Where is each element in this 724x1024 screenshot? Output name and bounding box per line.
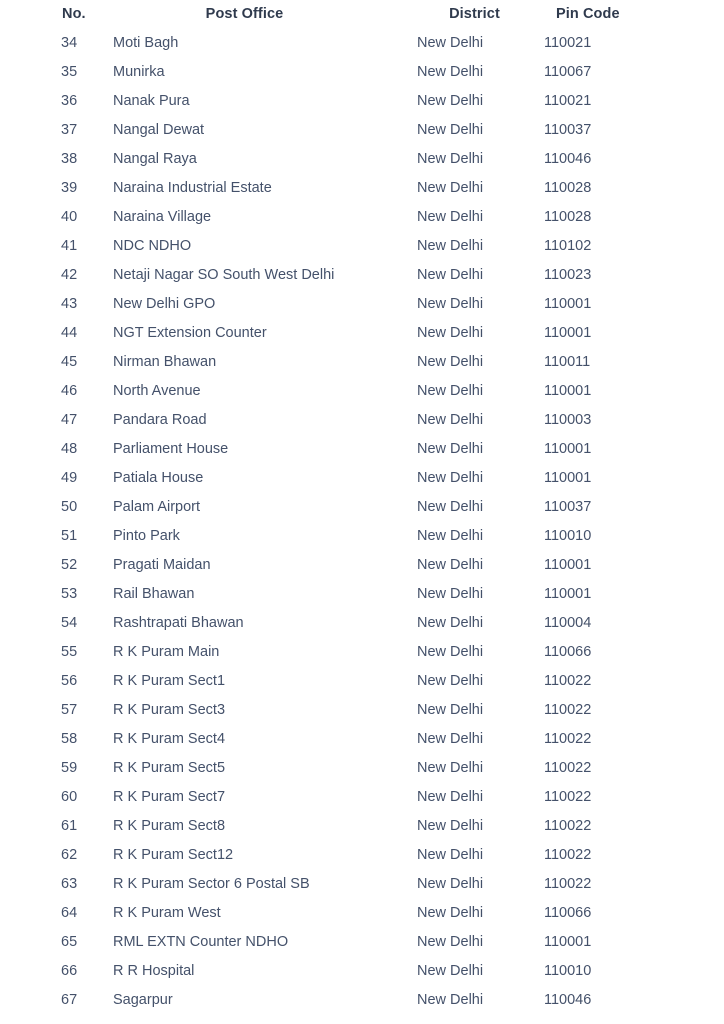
cell-pin-code: 110022 [544, 789, 592, 805]
cell-no: 35 [61, 64, 78, 80]
table-row [0, 812, 724, 841]
cell-pin-code: 110067 [544, 64, 592, 80]
cell-no: 59 [61, 760, 78, 776]
cell-no: 45 [61, 354, 78, 370]
cell-post-office: Patiala House [113, 470, 204, 486]
cell-post-office: Nangal Dewat [113, 122, 205, 138]
cell-post-office: R K Puram Sect3 [113, 702, 226, 718]
cell-pin-code: 110102 [544, 238, 592, 254]
table-row [0, 464, 724, 493]
cell-district: New Delhi [417, 847, 484, 863]
cell-no: 34 [61, 35, 78, 51]
cell-post-office: Naraina Industrial Estate [113, 180, 272, 196]
cell-post-office: R R Hospital [113, 963, 195, 979]
cell-post-office: Naraina Village [113, 209, 212, 225]
cell-district: New Delhi [417, 441, 484, 457]
cell-district: New Delhi [417, 818, 484, 834]
table-row [0, 667, 724, 696]
cell-no: 41 [61, 238, 78, 254]
column-header-pin-code: Pin Code [556, 6, 620, 22]
cell-pin-code: 110066 [544, 905, 592, 921]
cell-pin-code: 110022 [544, 702, 592, 718]
cell-no: 36 [61, 93, 78, 109]
table-row [0, 870, 724, 899]
cell-post-office: Pragati Maidan [113, 557, 211, 573]
table-header-row [0, 0, 724, 29]
cell-pin-code: 110022 [544, 876, 592, 892]
cell-post-office: R K Puram Sector 6 Postal SB [113, 876, 310, 892]
cell-no: 53 [61, 586, 78, 602]
cell-pin-code: 110010 [544, 963, 592, 979]
cell-no: 44 [61, 325, 78, 341]
column-header-no: No. [62, 6, 86, 22]
table-row [0, 522, 724, 551]
table-row [0, 754, 724, 783]
table-row [0, 986, 724, 1015]
cell-district: New Delhi [417, 731, 484, 747]
cell-post-office: Palam Airport [113, 499, 201, 515]
cell-pin-code: 110001 [544, 586, 592, 602]
cell-no: 49 [61, 470, 78, 486]
cell-district: New Delhi [417, 238, 484, 254]
table-row [0, 348, 724, 377]
cell-pin-code: 110022 [544, 673, 592, 689]
cell-no: 48 [61, 441, 78, 457]
cell-district: New Delhi [417, 354, 484, 370]
cell-pin-code: 110023 [544, 267, 592, 283]
cell-district: New Delhi [417, 209, 484, 225]
cell-pin-code: 110022 [544, 847, 592, 863]
cell-no: 54 [61, 615, 78, 631]
table-row [0, 580, 724, 609]
table-row [0, 290, 724, 319]
cell-pin-code: 110001 [544, 557, 592, 573]
cell-no: 47 [61, 412, 78, 428]
cell-pin-code: 110001 [544, 934, 592, 950]
cell-district: New Delhi [417, 296, 484, 312]
cell-pin-code: 110037 [544, 499, 592, 515]
table-row [0, 783, 724, 812]
table-row [0, 58, 724, 87]
cell-district: New Delhi [417, 615, 484, 631]
cell-no: 55 [61, 644, 78, 660]
cell-post-office: Munirka [113, 64, 165, 80]
cell-pin-code: 110022 [544, 731, 592, 747]
cell-no: 60 [61, 789, 78, 805]
cell-pin-code: 110001 [544, 441, 592, 457]
cell-pin-code: 110001 [544, 470, 592, 486]
cell-pin-code: 110028 [544, 180, 592, 196]
cell-district: New Delhi [417, 963, 484, 979]
cell-pin-code: 110046 [544, 992, 592, 1008]
cell-no: 50 [61, 499, 78, 515]
cell-post-office: R K Puram Sect12 [113, 847, 234, 863]
cell-district: New Delhi [417, 383, 484, 399]
cell-post-office: Sagarpur [113, 992, 173, 1008]
table-row [0, 493, 724, 522]
cell-district: New Delhi [417, 876, 484, 892]
table-row [0, 87, 724, 116]
cell-pin-code: 110011 [544, 354, 591, 370]
cell-post-office: R K Puram West [113, 905, 221, 921]
cell-pin-code: 110001 [544, 296, 592, 312]
table-row [0, 957, 724, 986]
table-row [0, 29, 724, 58]
cell-no: 62 [61, 847, 78, 863]
table-row [0, 638, 724, 667]
cell-no: 57 [61, 702, 78, 718]
cell-post-office: R K Puram Main [113, 644, 220, 660]
table-row [0, 319, 724, 348]
cell-district: New Delhi [417, 586, 484, 602]
cell-district: New Delhi [417, 499, 484, 515]
table-row [0, 551, 724, 580]
cell-pin-code: 110003 [544, 412, 592, 428]
cell-post-office: R K Puram Sect7 [113, 789, 226, 805]
cell-district: New Delhi [417, 528, 484, 544]
cell-district: New Delhi [417, 934, 484, 950]
cell-post-office: Moti Bagh [113, 35, 179, 51]
cell-post-office: R K Puram Sect8 [113, 818, 226, 834]
table-row [0, 928, 724, 957]
cell-pin-code: 110021 [544, 35, 592, 51]
column-header-district: District [449, 6, 500, 22]
cell-post-office: Parliament House [113, 441, 229, 457]
cell-district: New Delhi [417, 702, 484, 718]
cell-pin-code: 110022 [544, 760, 592, 776]
cell-post-office: R K Puram Sect4 [113, 731, 226, 747]
cell-district: New Delhi [417, 151, 484, 167]
cell-no: 40 [61, 209, 78, 225]
table-row [0, 261, 724, 290]
cell-district: New Delhi [417, 789, 484, 805]
table-header [0, 0, 724, 29]
table-row [0, 232, 724, 261]
cell-post-office: NDC NDHO [113, 238, 192, 254]
cell-pin-code: 110001 [544, 383, 592, 399]
cell-no: 61 [61, 818, 78, 834]
cell-pin-code: 110022 [544, 818, 592, 834]
table-row [0, 377, 724, 406]
cell-district: New Delhi [417, 673, 484, 689]
cell-post-office: RML EXTN Counter NDHO [113, 934, 289, 950]
cell-no: 52 [61, 557, 78, 573]
cell-pin-code: 110066 [544, 644, 592, 660]
cell-post-office: Rail Bhawan [113, 586, 195, 602]
cell-post-office: R K Puram Sect5 [113, 760, 226, 776]
cell-post-office: New Delhi GPO [113, 296, 216, 312]
cell-post-office: North Avenue [113, 383, 201, 399]
cell-district: New Delhi [417, 557, 484, 573]
cell-district: New Delhi [417, 64, 484, 80]
cell-no: 67 [61, 992, 78, 1008]
cell-no: 39 [61, 180, 78, 196]
cell-no: 64 [61, 905, 78, 921]
cell-no: 63 [61, 876, 78, 892]
cell-post-office: R K Puram Sect1 [113, 673, 226, 689]
cell-post-office: Pinto Park [113, 528, 180, 544]
cell-no: 56 [61, 673, 78, 689]
table-row [0, 203, 724, 232]
cell-district: New Delhi [417, 470, 484, 486]
cell-no: 38 [61, 151, 78, 167]
cell-district: New Delhi [417, 180, 484, 196]
cell-post-office: Nanak Pura [113, 93, 190, 109]
cell-district: New Delhi [417, 35, 484, 51]
table-row [0, 841, 724, 870]
table-row [0, 609, 724, 638]
cell-no: 51 [61, 528, 78, 544]
cell-district: New Delhi [417, 122, 484, 138]
cell-no: 43 [61, 296, 78, 312]
cell-post-office: Nangal Raya [113, 151, 197, 167]
cell-pin-code: 110010 [544, 528, 592, 544]
table-row [0, 145, 724, 174]
cell-post-office: NGT Extension Counter [113, 325, 267, 341]
cell-district: New Delhi [417, 760, 484, 776]
table-row [0, 435, 724, 464]
cell-no: 66 [61, 963, 78, 979]
cell-district: New Delhi [417, 267, 484, 283]
cell-post-office: Pandara Road [113, 412, 207, 428]
cell-pin-code: 110021 [544, 93, 592, 109]
table-row [0, 406, 724, 435]
cell-no: 46 [61, 383, 78, 399]
table-row [0, 899, 724, 928]
cell-pin-code: 110046 [544, 151, 592, 167]
cell-district: New Delhi [417, 325, 484, 341]
table-body [0, 29, 724, 1015]
cell-pin-code: 110028 [544, 209, 592, 225]
cell-no: 42 [61, 267, 78, 283]
column-header-post-office: Post Office [205, 6, 284, 22]
cell-district: New Delhi [417, 905, 484, 921]
table-row [0, 116, 724, 145]
table-row [0, 174, 724, 203]
cell-post-office: Nirman Bhawan [113, 354, 217, 370]
cell-post-office: Rashtrapati Bhawan [113, 615, 244, 631]
cell-pin-code: 110037 [544, 122, 592, 138]
cell-no: 58 [61, 731, 78, 747]
cell-pin-code: 110001 [544, 325, 592, 341]
cell-district: New Delhi [417, 93, 484, 109]
cell-district: New Delhi [417, 412, 484, 428]
cell-district: New Delhi [417, 644, 484, 660]
cell-pin-code: 110004 [544, 615, 592, 631]
cell-post-office: Netaji Nagar SO South West Delhi [113, 267, 335, 283]
cell-no: 37 [61, 122, 78, 138]
cell-no: 65 [61, 934, 78, 950]
table-row [0, 725, 724, 754]
table-row [0, 696, 724, 725]
cell-district: New Delhi [417, 992, 484, 1008]
